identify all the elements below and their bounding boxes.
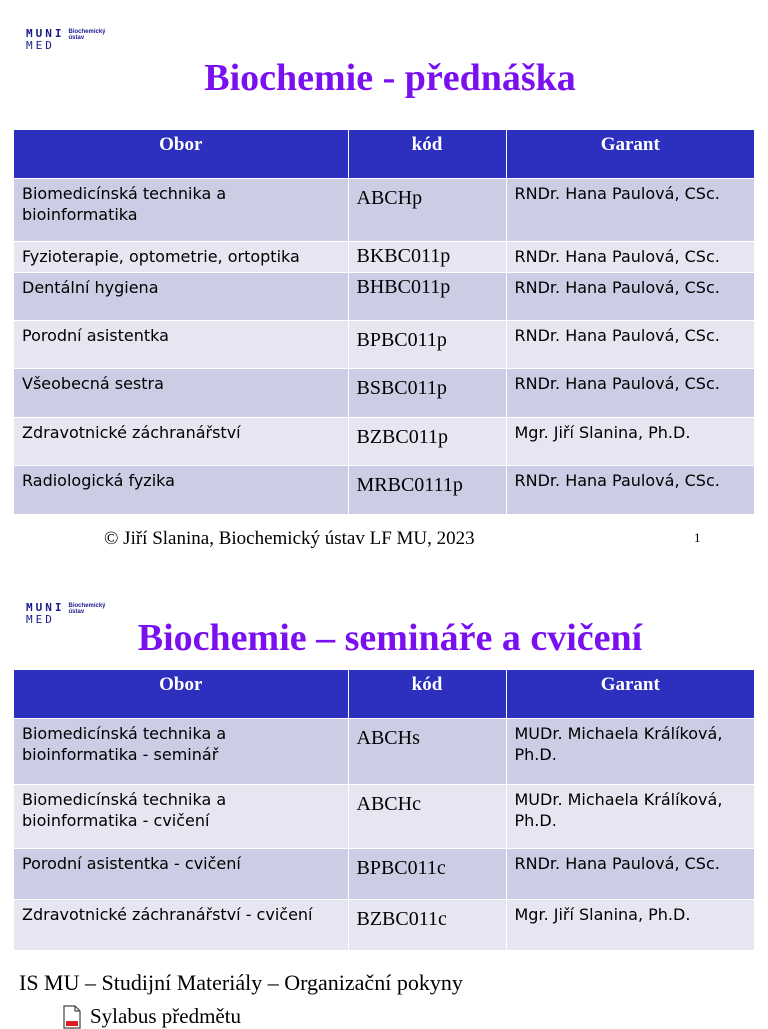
table-row (14, 178, 754, 241)
cell-kod: BZBC011c (348, 899, 506, 950)
cell-kod: BZBC011p (348, 417, 506, 465)
cell-obor: Zdravotnické záchranářství - cvičení (14, 899, 348, 950)
cell-kod: MRBC0111p (348, 465, 506, 514)
header-garant: Garant (506, 130, 754, 178)
cell-garant: MUDr. Michaela Králíková, Ph.D. (506, 718, 754, 784)
cell-obor: Všeobecná sestra (14, 368, 348, 417)
syllabus-label[interactable]: Sylabus předmětu (90, 1004, 242, 1028)
table-row (14, 320, 754, 368)
table-row (14, 417, 754, 465)
table-row (14, 718, 754, 784)
header-obor: Obor (14, 130, 348, 178)
logo-sub-line1: Biochemický (68, 603, 106, 609)
cell-kod: ABCHp (348, 178, 506, 241)
cell-kod: ABCHc (348, 784, 506, 848)
pdf-icon (62, 1005, 82, 1029)
cell-obor: Biomedicínská technika a bioinformatika - cvičení (14, 784, 348, 848)
table-row (14, 899, 754, 950)
syllabus-link[interactable] (62, 1004, 241, 1029)
logo-sub-line2: ústav (68, 609, 85, 615)
cell-garant: RNDr. Hana Paulová, CSc. (506, 368, 754, 417)
table-row (14, 848, 754, 899)
table-row (14, 465, 754, 514)
table-row (14, 241, 754, 272)
page-number: 1 (694, 530, 701, 545)
cell-obor: Zdravotnické záchranářství (14, 417, 348, 465)
table-row (14, 368, 754, 417)
cell-obor: Radiologická fyzika (14, 465, 348, 514)
table-row (14, 272, 754, 320)
slide1-title: Biochemie - přednáška (204, 57, 576, 99)
logo-med-text: MED (26, 39, 55, 52)
header-kod: kód (348, 670, 506, 718)
cell-kod: BHBC011p (348, 272, 506, 320)
cell-kod: BKBC011p (348, 241, 506, 272)
cell-kod: BPBC011c (348, 848, 506, 899)
cell-garant: RNDr. Hana Paulová, CSc. (506, 848, 754, 899)
cell-kod: BSBC011p (348, 368, 506, 417)
logo-sub-line2: ústav (68, 35, 85, 41)
muni-med-logo (26, 28, 106, 52)
cell-garant: RNDr. Hana Paulová, CSc. (506, 272, 754, 320)
cell-obor: Fyzioterapie, optometrie, ortoptika (14, 241, 348, 272)
slide2-table (14, 670, 754, 950)
cell-kod: ABCHs (348, 718, 506, 784)
table-row (14, 784, 754, 848)
cell-kod: BPBC011p (348, 320, 506, 368)
logo-med-text: MED (26, 613, 55, 626)
cell-obor: Porodní asistentka - cvičení (14, 848, 348, 899)
cell-obor: Dentální hygiena (14, 272, 348, 320)
header-obor: Obor (14, 670, 348, 718)
cell-garant: Mgr. Jiří Slanina, Ph.D. (506, 899, 754, 950)
logo-muni-text: MUNI (26, 601, 65, 614)
slide1-footer: © Jiří Slanina, Biochemický ústav LF MU, 2023 (104, 528, 475, 549)
cell-obor: Porodní asistentka (14, 320, 348, 368)
ismu-links-line[interactable]: IS MU – Studijní Materiály – Organizační pokyny (19, 970, 463, 995)
cell-garant: RNDr. Hana Paulová, CSc. (506, 465, 754, 514)
cell-garant: RNDr. Hana Paulová, CSc. (506, 241, 754, 272)
slide1-table (14, 130, 754, 514)
cell-obor: Biomedicínská technika a bioinformatika (14, 178, 348, 241)
header-kod: kód (348, 130, 506, 178)
logo-muni-text: MUNI (26, 27, 65, 40)
header-garant: Garant (506, 670, 754, 718)
cell-garant: MUDr. Michaela Králíková, Ph.D. (506, 784, 754, 848)
logo-sub-line1: Biochemický (68, 29, 106, 35)
slide2-title: Biochemie – semináře a cvičení (137, 617, 643, 659)
cell-garant: RNDr. Hana Paulová, CSc. (506, 320, 754, 368)
cell-obor: Biomedicínská technika a bioinformatika - seminář (14, 718, 348, 784)
cell-garant: Mgr. Jiří Slanina, Ph.D. (506, 417, 754, 465)
cell-garant: RNDr. Hana Paulová, CSc. (506, 178, 754, 241)
